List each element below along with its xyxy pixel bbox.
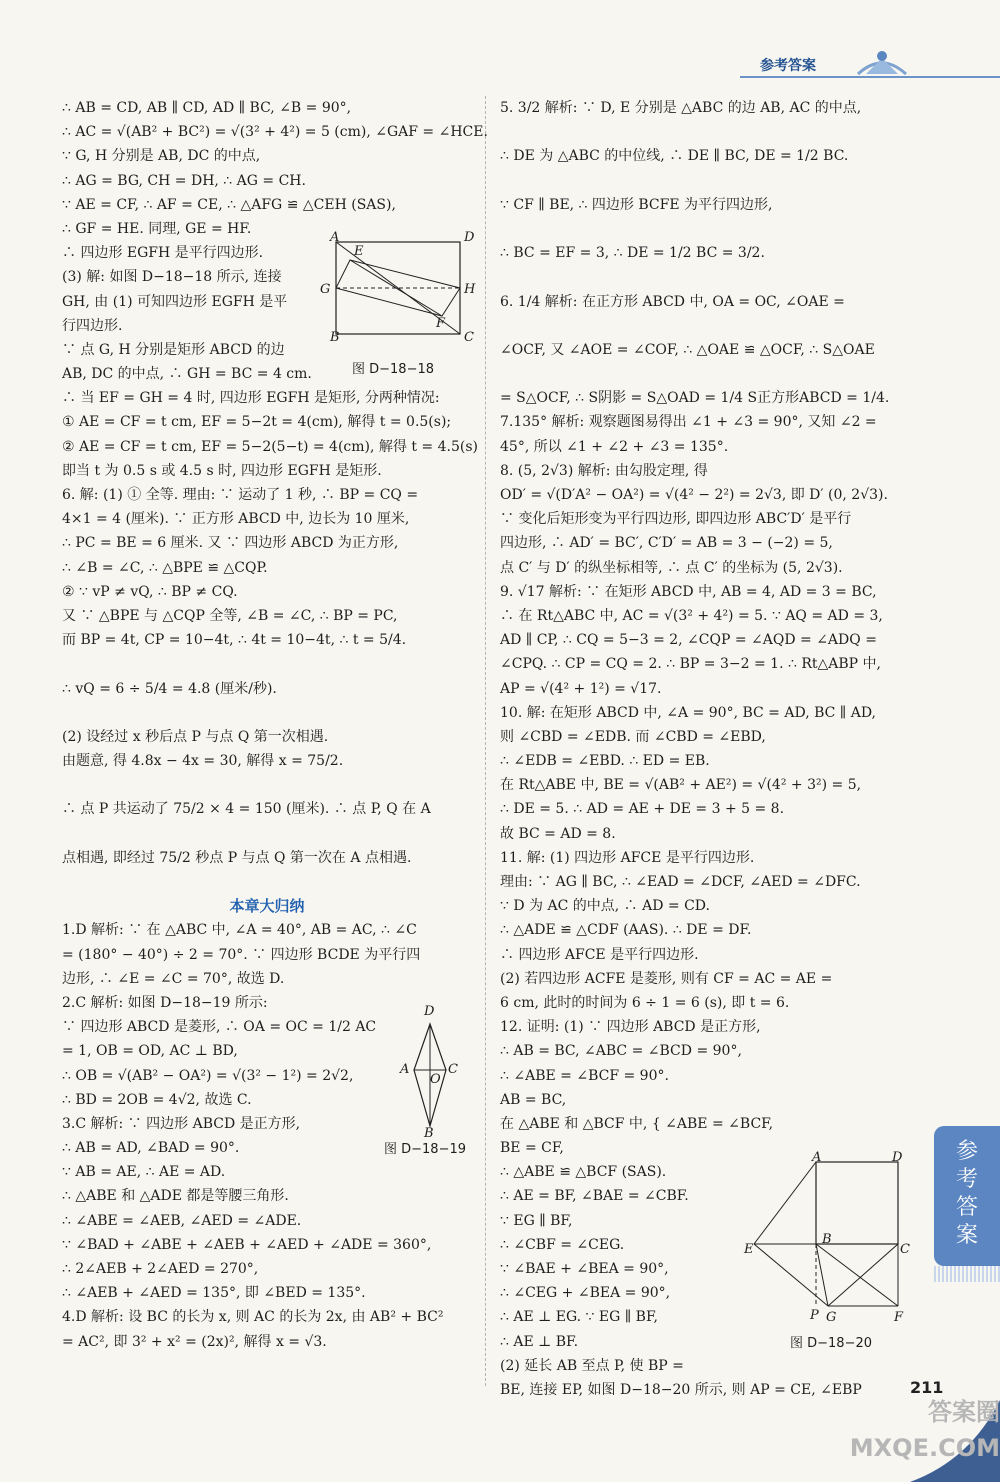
text-line: = AC², 即 3² + x² = (2x)², 解得 x = √3. (62, 1333, 327, 1350)
text-line: 6. 解: (1) ① 全等. 理由: ∵ 运动了 1 秒, ∴ BP = CQ = (62, 487, 419, 503)
figure-point-label: E (354, 244, 364, 259)
text-line: AB = BC, (500, 1091, 567, 1108)
text-line: (2) 设经过 x 秒后点 P 与点 Q 第一次相遇. (62, 728, 329, 745)
figure-point-label: A (330, 230, 340, 245)
text-line: ∵ 变化后矩形变为平行四边形, 即四边形 ABC′D′ 是平行 (500, 511, 852, 528)
text-line: ∴ ∠ABE = ∠BCF = 90°. (500, 1067, 669, 1084)
text-line: ② AE = CF = t cm, EF = 5−2(5−t) = 4(cm), 解得 t = 4.5(s) (62, 438, 478, 455)
text-line: 8. (5, 2√3) 解析: 由勾股定理, 得 (500, 462, 708, 479)
figure-point-label: A (812, 1150, 822, 1165)
text-line (62, 652, 472, 676)
figure-d18-20-caption: 图 D−18−20 (790, 1336, 873, 1351)
text-line: BE = CF, (500, 1140, 564, 1157)
text-line: ∵ AE = CF, ∴ AF = CE, ∴ △AFG ≌ △CEH (SAS), (62, 196, 396, 213)
figure-point-label: C (448, 1062, 458, 1077)
text-line: ∴ AE ⊥ EG. ∵ EG ∥ BF, (500, 1309, 658, 1326)
text-line: 在 Rt△ABE 中, BE = √(AB² + AE²) = √(4² + 3²) = 5, (500, 777, 862, 794)
text-line: ∠CPQ. ∴ CP = CQ = 2. ∴ BP = 3−2 = 1. ∴ Rt△ABP 中, (500, 656, 881, 673)
text-line: 四边形, ∴ AD′ = BC′, C′D′ = AB = 3 − (−2) = 5, (500, 535, 833, 552)
section-title: 本章大归纳 (229, 897, 305, 916)
text-line: ∴ DE 为 △ABC 的中位线, ∴ DE ∥ BC, DE = 1/2 BC. (500, 148, 849, 165)
figure-point-label: G (320, 282, 331, 297)
text-line: ∴ PC = BE = 6 厘米. 又 ∵ 四边形 ABCD 为正方形, (62, 535, 399, 552)
text-line: ∵ G, H 分别是 AB, DC 的中点, (62, 148, 261, 165)
text-line: 4×1 = 4 (厘米). ∵ 正方形 ABCD 中, 边长为 10 厘米, (62, 511, 410, 528)
text-line: ∴ BC = EF = 3, ∴ DE = 1/2 BC = 3/2. (500, 245, 765, 262)
watermark-line2: MXQE.COM (849, 1434, 1000, 1462)
text-line (500, 265, 918, 289)
text-line: 5. 3/2 解析: ∵ D, E 分别是 △ABC 的边 AB, AC 的中点, (500, 100, 862, 116)
text-line: = 1, OB = OD, AC ⊥ BD, (62, 1043, 238, 1060)
watermark (820, 1394, 1000, 1474)
text-line (500, 217, 918, 241)
figure-point-label: D (464, 230, 475, 245)
text-line (500, 314, 918, 338)
text-line: 边形, ∴ ∠E = ∠C = 70°, 故选 D. (62, 970, 285, 987)
text-line: ∵ CF ∥ BE, ∴ 四边形 BCFE 为平行四边形, (500, 196, 773, 213)
figure-point-label: F (436, 316, 446, 331)
text-line: ∵ ∠BAE + ∠BEA = 90°, (500, 1261, 669, 1277)
text-line: ∵ 点 G, H 分别是矩形 ABCD 的边 (62, 341, 285, 358)
text-line: ∴ AB = BC, ∠ABC = ∠BCD = 90°, (500, 1043, 742, 1060)
figure-point-label: A (400, 1062, 410, 1077)
text-line: ∴ 当 EF = GH = 4 时, 四边形 EGFH 是矩形, 分两种情况: (62, 390, 440, 407)
figure-d18-18 (320, 232, 470, 344)
text-line: AP = √(4² + 1²) = √17. (500, 680, 662, 697)
text-line: 故 BC = AD = 8. (500, 825, 616, 842)
text-line: 12. 证明: (1) ∵ 四边形 ABCD 是正方形, (500, 1019, 761, 1036)
text-line: 即当 t 为 0.5 s 或 4.5 s 时, 四边形 EGFH 是矩形. (62, 462, 382, 479)
header-title: 参考答案 (760, 58, 816, 74)
text-line: BE, 连接 EP, 如图 D−18−20 所示, 则 AP = CE, ∠EBP (500, 1381, 862, 1398)
text-line: ∵ AB = AE, ∴ AE = AD. (62, 1164, 226, 1181)
figure-point-label: D (892, 1150, 903, 1165)
text-line: AD ∥ CP, ∴ CQ = 5−3 = 2, ∠CQP = ∠AQD = ∠ADQ = (500, 632, 877, 649)
text-line: = (180° − 40°) ÷ 2 = 70°. ∵ 四边形 BCDE 为平行四 (62, 946, 421, 963)
text-line: 7.135° 解析: 观察题图易得出 ∠1 + ∠3 = 90°, 又知 ∠2 = (500, 414, 877, 431)
header-rule (740, 76, 1000, 78)
text-line (62, 773, 472, 797)
text-line (500, 169, 918, 193)
text-line: ∴ 2∠AEB + 2∠AED = 270°, (62, 1261, 259, 1277)
figure-d18-19-caption: 图 D−18−19 (384, 1142, 467, 1157)
text-line: ∴ 四边形 AFCE 是平行四边形. (500, 946, 699, 963)
text-line: 11. 解: (1) 四边形 AFCE 是平行四边形. (500, 849, 755, 866)
text-line: ∵ 四边形 ABCD 是菱形, ∴ OA = OC = 1/2 AC (62, 1019, 377, 1036)
figure-point-label: H (464, 282, 476, 297)
text-line: ∴ ∠EDB = ∠EBD. ∴ ED = EB. (500, 753, 710, 770)
text-line: ∴ AC = √(AB² + BC²) = √(3² + 4²) = 5 (cm), ∠GAF = ∠HCE. (62, 124, 488, 141)
text-line: 9. √17 解析: ∵ 在矩形 ABCD 中, AB = 4, AD = 3 = BC, (500, 583, 877, 600)
text-line: 6 cm, 此时的时间为 6 ÷ 1 = 6 (s), 即 t = 6. (500, 994, 790, 1011)
text-line (500, 362, 918, 386)
text-line: 1.D 解析: ∵ 在 △ABC 中, ∠A = 40°, AB = AC, ∴ ∠C (62, 922, 417, 939)
text-line: (3) 解: 如图 D−18−18 所示, 连接 (62, 269, 282, 286)
text-line: ∴ AE ⊥ BF. (500, 1333, 579, 1350)
text-line: ∴ AG = BG, CH = DH, ∴ AG = CH. (62, 172, 306, 189)
text-line: ∴ AB = AD, ∠BAD = 90°. (62, 1140, 240, 1157)
figure-point-label: D (424, 1004, 435, 1019)
text-line: ∠OCF, 又 ∠AOE = ∠COF, ∴ △OAE ≌ △OCF, ∴ S△OAE (500, 341, 875, 358)
figure-point-label: C (900, 1242, 910, 1257)
text-line: ∴ vQ = 6 ÷ 5/4 = 4.8 (厘米/秒). (62, 680, 277, 697)
column-divider (485, 96, 486, 1386)
text-line: ∵ D 为 AC 的中点, ∴ AD = CD. (500, 898, 710, 915)
text-line: ∴ ∠CBF = ∠CEG. (500, 1236, 625, 1253)
text-line: GH, 由 (1) 可知四边形 EGFH 是平 (62, 293, 288, 310)
text-line: 点相遇, 即经过 75/2 秒点 P 与点 Q 第一次在 A 点相遇. (62, 849, 412, 866)
text-line: 而 BP = 4t, CP = 10−4t, ∴ 4t = 10−4t, ∴ t = 5/4. (62, 632, 407, 649)
text-line: OD′ = √(D′A² − OA²) = √(4² − 2²) = 2√3, 即 D′ (0, 2√3). (500, 487, 888, 503)
figure-point-label: B (330, 330, 340, 345)
text-line: ∴ BD = 2OB = 4√2, 故选 C. (62, 1091, 252, 1108)
figure-point-label: G (826, 1310, 837, 1325)
text-line: ∴ △ABE 和 △ADE 都是等腰三角形. (62, 1188, 289, 1205)
text-line: 点 C′ 与 D′ 的纵坐标相等, ∴ 点 C′ 的坐标为 (5, 2√3). (500, 559, 843, 576)
text-line: ∴ △ADE ≌ △CDF (AAS). ∴ DE = DF. (500, 922, 752, 939)
text-line (62, 701, 472, 725)
text-line: ① AE = CF = t cm, EF = 5−2t = 4(cm), 解得 t = 0.5(s); (62, 414, 452, 431)
figure-d18-20 (748, 1156, 918, 1322)
text-line: 45°, 所以 ∠1 + ∠2 + ∠3 = 135°. (500, 438, 729, 455)
text-line: ∴ GF = HE. 同理, GE = HF. (62, 220, 252, 237)
text-line: ∴ ∠CEG + ∠BEA = 90°, (500, 1285, 671, 1302)
text-line (62, 822, 472, 846)
figure-point-label: P (810, 1308, 819, 1323)
text-line: 又 ∵ △BPE 与 △CQP 全等, ∠B = ∠C, ∴ BP = PC, (62, 607, 398, 624)
text-line: 在 △ABE 和 △BCF 中, { ∠ABE = ∠BCF, (500, 1115, 774, 1132)
watermark-line1: 答案圈 (928, 1398, 1000, 1426)
text-line: ∴ 四边形 EGFH 是平行四边形. (62, 245, 264, 262)
book-emblem-icon (852, 44, 912, 80)
figure-point-label: F (894, 1310, 904, 1325)
text-line: ∵ EG ∥ BF, (500, 1212, 573, 1229)
text-line: AB, DC 的中点, ∴ GH = BC = 4 cm. (62, 366, 312, 383)
text-line: 4.D 解析: 设 BC 的长为 x, 则 AC 的长为 2x, 由 AB² + BC² (62, 1309, 444, 1326)
text-line: ∴ AE = BF, ∠BAE = ∠CBF. (500, 1188, 689, 1205)
text-line: 3.C 解析: ∵ 四边形 ABCD 是正方形, (62, 1115, 301, 1132)
text-line: 10. 解: 在矩形 ABCD 中, ∠A = 90°, BC = AD, BC ∥ AD, (500, 704, 877, 721)
side-tab-label: 参考答案 (955, 1139, 978, 1248)
page-number: 211 (910, 1378, 944, 1397)
text-line: = S△OCF, ∴ S阴影 = S△OAD = 1/4 S正方形ABCD = 1/4. (500, 390, 890, 407)
figure-point-label: B (822, 1232, 832, 1247)
text-line: 理由: ∵ AG ∥ BC, ∴ ∠EAD = ∠DCF, ∠AED = ∠DFC. (500, 874, 861, 890)
text-line: 由题意, 得 4.8x − 4x = 30, 解得 x = 75/2. (62, 753, 344, 770)
text-line: ∴ ∠ABE = ∠AEB, ∠AED = ∠ADE. (62, 1212, 302, 1229)
text-line: (2) 若四边形 ACFE 是菱形, 则有 CF = AC = AE = (500, 970, 833, 987)
side-tab-stripe (934, 1266, 1000, 1282)
text-line (62, 870, 472, 894)
text-line: 2.C 解析: 如图 D−18−19 所示: (62, 994, 268, 1011)
figure-point-label: C (464, 330, 474, 345)
figure-point-label: B (424, 1126, 434, 1141)
figure-point-label: O (430, 1072, 441, 1087)
text-line: ∵ ∠BAD + ∠ABE + ∠AEB + ∠AED + ∠ADE = 360°, (62, 1236, 432, 1253)
text-line: 6. 1/4 解析: 在正方形 ABCD 中, OA = OC, ∠OAE = (500, 293, 845, 310)
text-line: ∴ ∠B = ∠C, ∴ △BPE ≌ △CQP. (62, 559, 268, 576)
text-line: 则 ∠CBD = ∠EDB. 而 ∠CBD = ∠EBD, (500, 728, 766, 745)
text-line: ∴ △ABE ≌ △BCF (SAS). (500, 1164, 667, 1181)
text-line: ∴ 点 P 共运动了 75/2 × 4 = 150 (厘米). ∴ 点 P, Q 在 A (62, 801, 431, 818)
text-line: ② ∵ vP ≠ vQ, ∴ BP ≠ CQ. (62, 583, 238, 600)
text-line: 行四边形. (62, 317, 123, 334)
text-line: ∴ ∠AEB + ∠AED = 135°, 即 ∠BED = 135°. (62, 1285, 366, 1302)
figure-d18-18-caption: 图 D−18−18 (352, 362, 435, 377)
figure-point-label: E (744, 1242, 754, 1257)
text-line: ∴ AB = CD, AB ∥ CD, AD ∥ BC, ∠B = 90°, (62, 100, 352, 116)
text-line: ∴ OB = √(AB² − OA²) = √(3² − 1²) = 2√2, (62, 1067, 354, 1084)
text-line: ∴ DE = 5. ∴ AD = AE + DE = 3 + 5 = 8. (500, 801, 785, 818)
text-line: ∴ 在 Rt△ABC 中, AC = √(3² + 4²) = 5. ∵ AQ = AD = 3, (500, 607, 883, 624)
text-line: (2) 延长 AB 至点 P, 使 BP = (500, 1357, 684, 1374)
text-line (500, 120, 918, 144)
